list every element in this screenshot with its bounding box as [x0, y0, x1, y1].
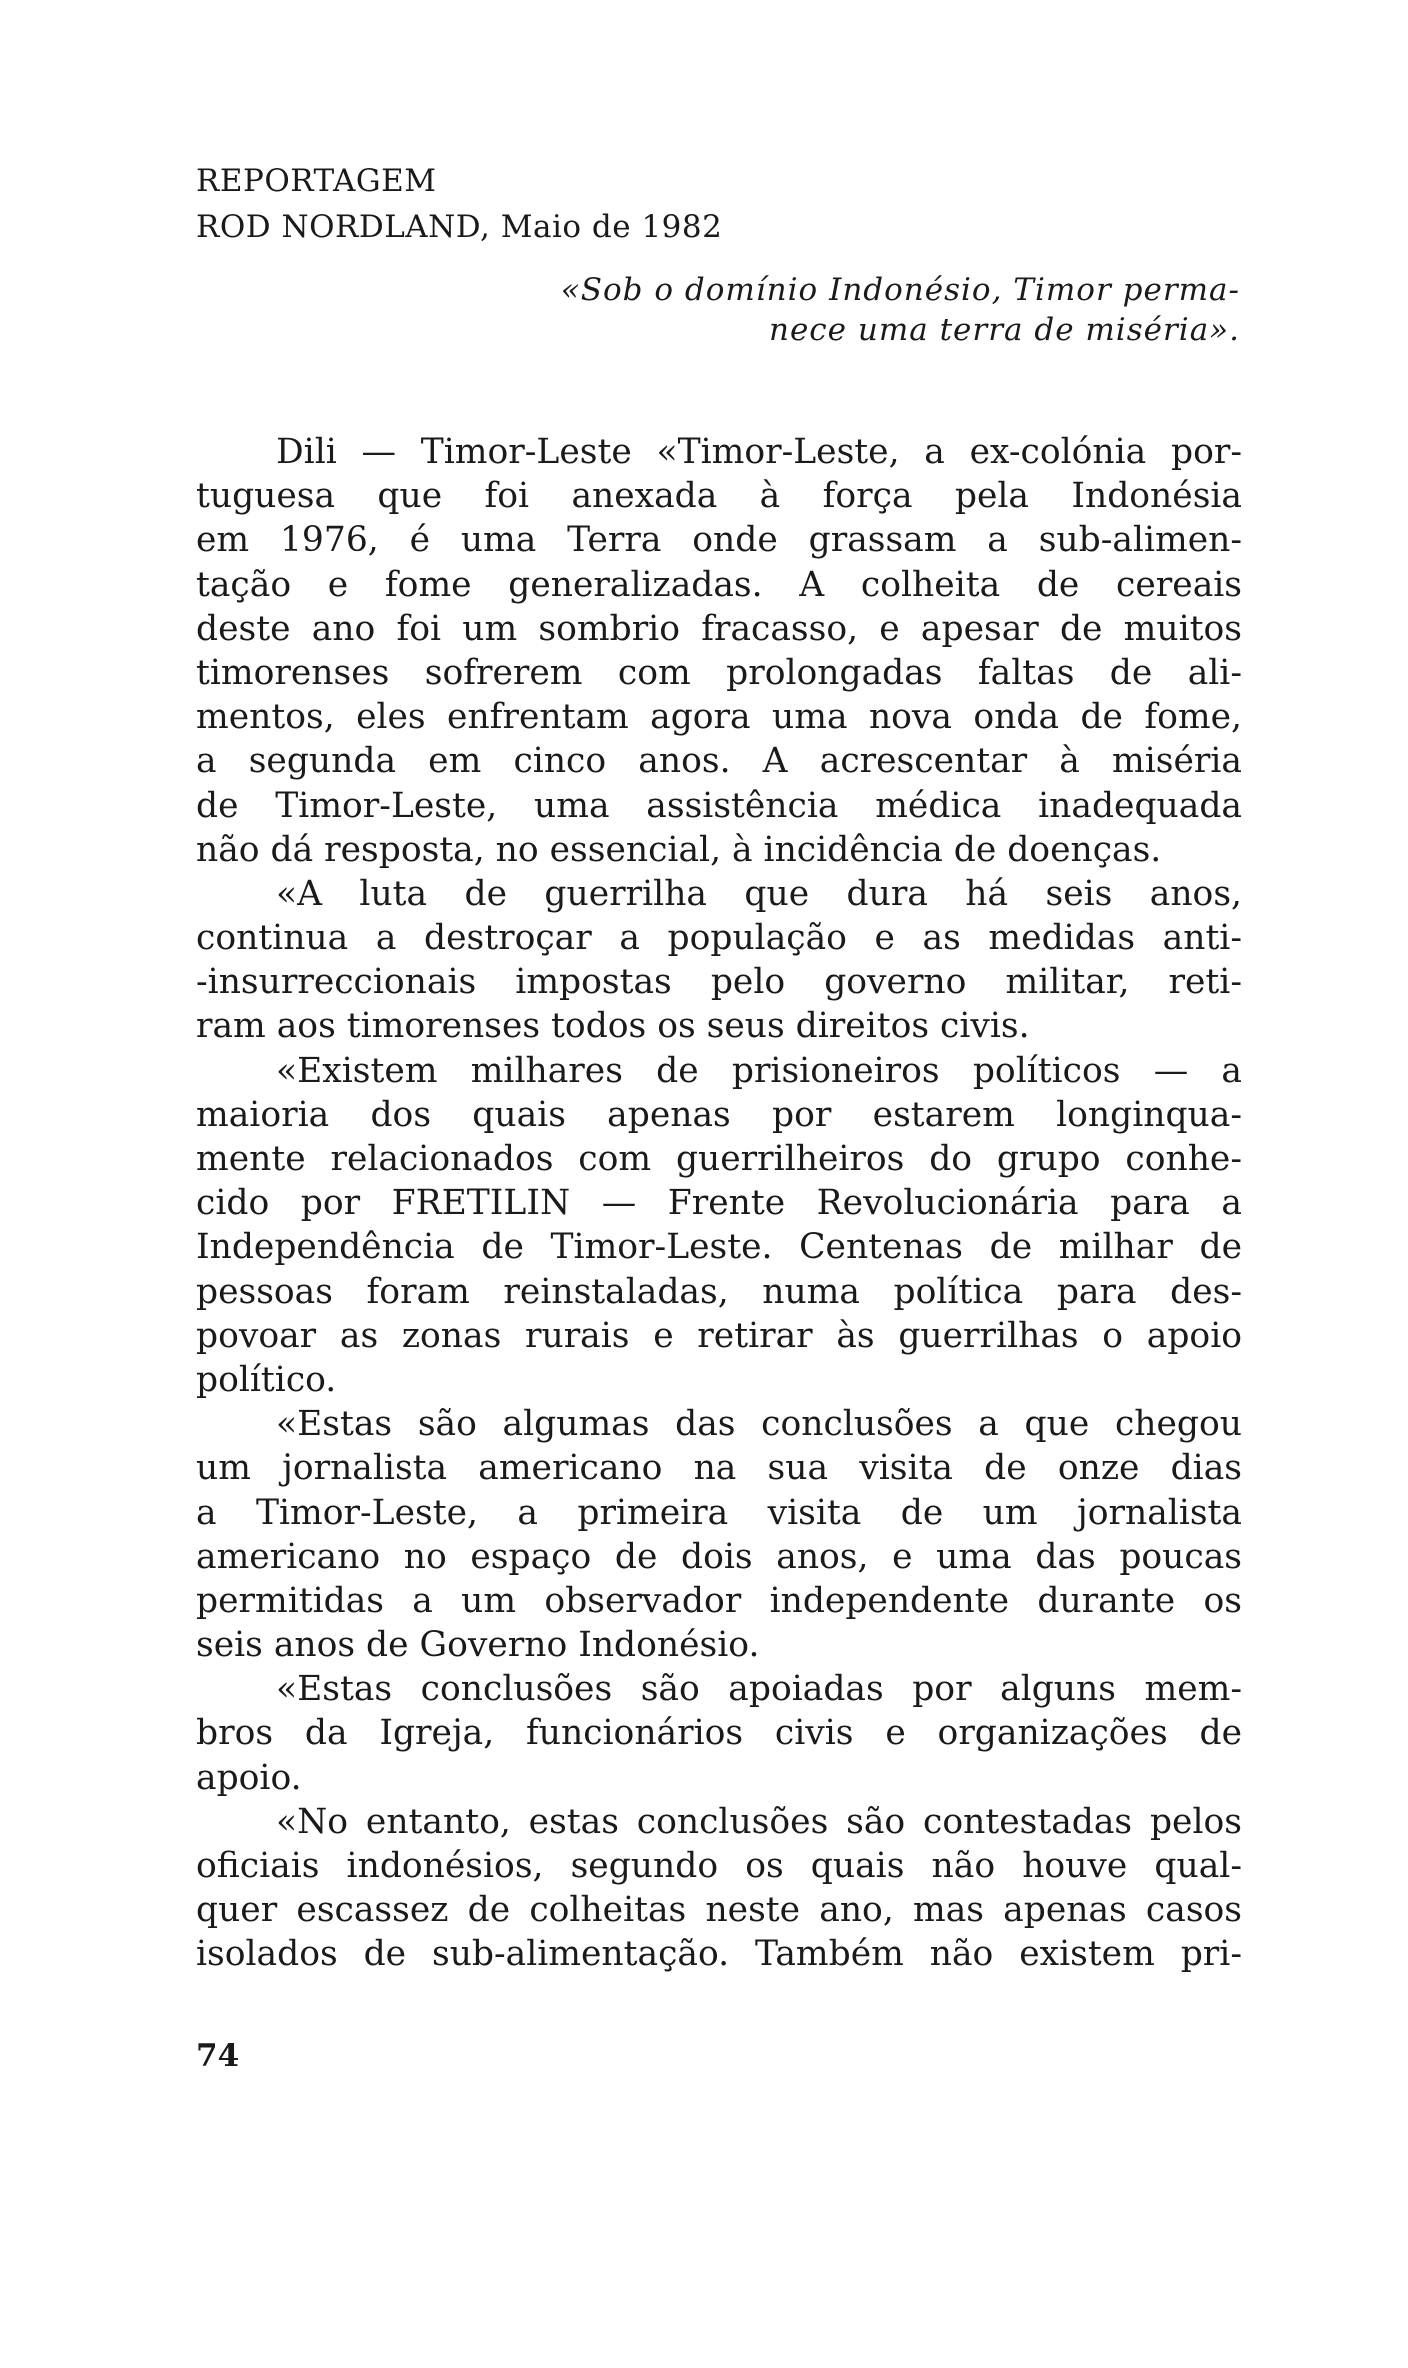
text-line: político. [196, 1359, 337, 1400]
text-line: povoar as zonas rurais e retirar às guerrilhas o apoio [196, 1315, 1242, 1356]
text-line: «Existem milhares de prisioneiros políticos — a [276, 1050, 1242, 1091]
text-line: tuguesa que foi anexada à força pela Indonésia [196, 476, 1242, 517]
text-line: «No entanto, estas conclusões são contestadas pelos [276, 1801, 1242, 1842]
text-line: mente relacionados com guerrilheiros do grupo conhe- [196, 1139, 1242, 1179]
text-line: a segunda em cinco anos. A acrescentar à miséria [196, 741, 1242, 782]
text-line: «A luta de guerrilha que dura há seis anos, [276, 873, 1242, 914]
article-body [196, 430, 1242, 1977]
text-line: quer escassez de colheitas neste ano, mas apenas casos [196, 1890, 1242, 1931]
text-line: apoio. [196, 1757, 302, 1798]
text-line: deste ano foi um sombrio fracasso, e apesar de muitos [196, 608, 1242, 649]
text-line: um jornalista americano na sua visita de onze dias [196, 1448, 1242, 1489]
text-line: -insurreccionais impostas pelo governo militar, reti- [196, 962, 1242, 1003]
paragraph [196, 1800, 1242, 1977]
epigraph [560, 270, 1240, 350]
paragraph [196, 1667, 1242, 1800]
page-number: 74 [196, 2038, 240, 2074]
paragraph [196, 1402, 1242, 1667]
text-line: ram aos timorenses todos os seus direitos civis. [196, 1006, 1030, 1047]
epigraph-line: «Sob o domínio Indonésio, Timor perma- [560, 272, 1240, 308]
epigraph-line: nece uma terra de miséria». [769, 312, 1240, 348]
byline: ROD NORDLAND, Maio de 1982 [196, 209, 723, 245]
text-line: em 1976, é uma Terra onde grassam a sub-alimen- [196, 520, 1242, 561]
text-line: timorenses sofrerem com prolongadas faltas de ali- [196, 652, 1242, 693]
text-line: pessoas foram reinstaladas, numa política para des- [196, 1271, 1242, 1312]
article-header [196, 158, 722, 250]
text-line: permitidas a um observador independente durante os [196, 1580, 1242, 1621]
text-line: Dili — Timor-Leste «Timor-Leste, a ex-colónia por- [276, 432, 1242, 472]
text-line: cido por FRETILIN — Frente Revolucionária para a [196, 1183, 1242, 1224]
text-line: oficiais indonésios, segundo os quais não houve qual- [196, 1846, 1242, 1886]
text-line: americano no espaço de dois anos, e uma das poucas [196, 1536, 1242, 1577]
text-line: mentos, eles enfrentam agora uma nova onda de fome, [196, 697, 1242, 738]
text-line: maioria dos quais apenas por estarem longinqua- [196, 1094, 1242, 1135]
text-line: tação e fome generalizadas. A colheita de cereais [196, 564, 1242, 605]
text-line: de Timor-Leste, uma assistência médica inadequada [196, 785, 1242, 826]
text-line: seis anos de Governo Indonésio. [196, 1625, 760, 1666]
paragraph [196, 430, 1242, 872]
section-title: REPORTAGEM [196, 163, 437, 199]
text-line: continua a destroçar a população e as medidas anti- [196, 918, 1242, 959]
text-line: «Estas conclusões são apoiadas por alguns mem- [276, 1669, 1242, 1710]
text-line: isolados de sub-alimentação. Também não existem pri- [196, 1934, 1242, 1975]
paragraph [196, 872, 1242, 1049]
text-line: não dá resposta, no essencial, à incidência de doenças. [196, 829, 1162, 870]
text-line: «Estas são algumas das conclusões a que chegou [276, 1404, 1242, 1445]
text-line: a Timor-Leste, a primeira visita de um jornalista [196, 1492, 1242, 1533]
paragraph [196, 1049, 1242, 1403]
text-line: Independência de Timor-Leste. Centenas de milhar de [196, 1227, 1242, 1268]
text-line: bros da Igreja, funcionários civis e organizações de [196, 1713, 1242, 1754]
